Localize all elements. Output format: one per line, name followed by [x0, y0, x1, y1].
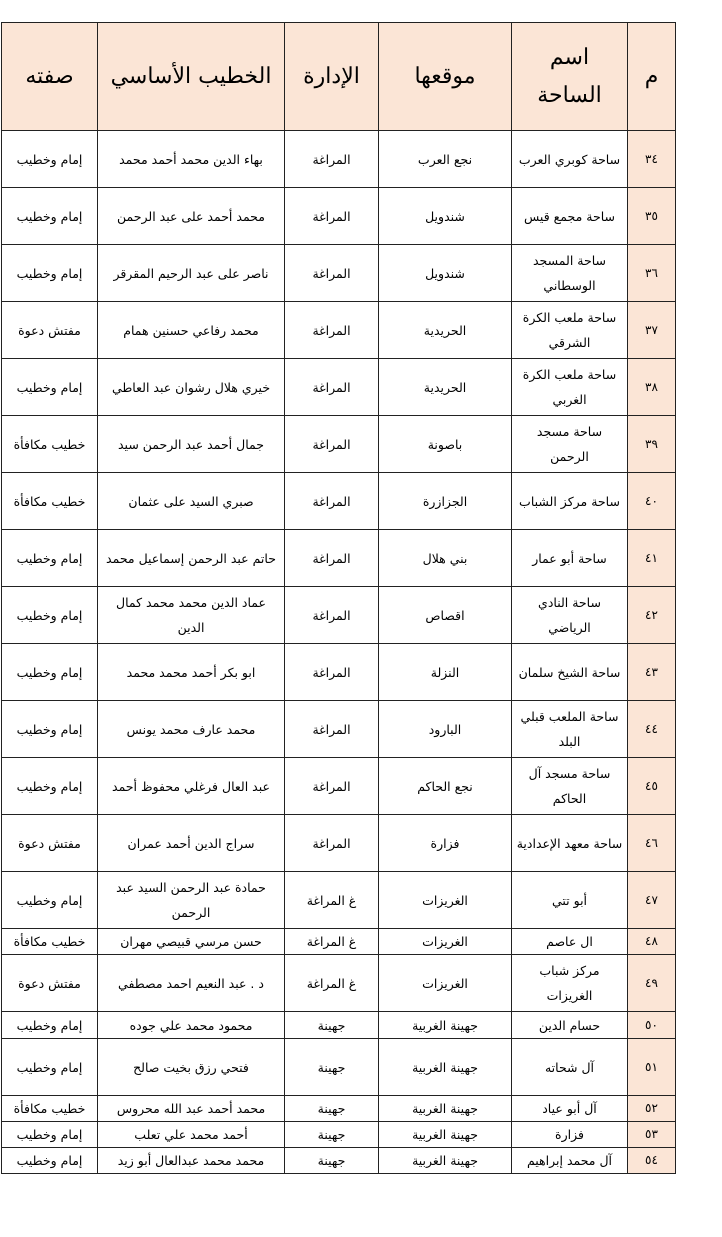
cell-location: جهينة الغربية: [379, 1012, 512, 1039]
table-row: [2, 587, 676, 644]
table-row: [2, 815, 676, 872]
cell-location: الغريزات: [379, 872, 512, 929]
cell-preacher: حاتم عبد الرحمن إسماعيل محمد: [98, 530, 285, 587]
cell-admin: المراغة: [285, 188, 379, 245]
cell-num: ٣٨: [628, 359, 676, 416]
cell-num: ٣٤: [628, 131, 676, 188]
cell-role: إمام وخطيب: [2, 1039, 98, 1096]
cell-square: ساحة الملعب قبلي البلد: [512, 701, 628, 758]
table-row: [2, 1012, 676, 1039]
header-square: اسم الساحة: [512, 23, 628, 131]
cell-location: فزارة: [379, 815, 512, 872]
header-location: موقعها: [379, 23, 512, 131]
cell-num: ٥٢: [628, 1096, 676, 1122]
cell-preacher: حمادة عبد الرحمن السيد عبد الرحمن: [98, 872, 285, 929]
cell-admin: جهينة: [285, 1148, 379, 1174]
header-preacher: الخطيب الأساسي: [98, 23, 285, 131]
cell-preacher: حسن مرسي قبيصي مهران: [98, 929, 285, 955]
cell-location: الحريدية: [379, 359, 512, 416]
cell-role: إمام وخطيب: [2, 587, 98, 644]
cell-admin: غ المراغة: [285, 929, 379, 955]
cell-admin: المراغة: [285, 758, 379, 815]
cell-square: آل أبو عياد: [512, 1096, 628, 1122]
cell-preacher: جمال أحمد عبد الرحمن سيد: [98, 416, 285, 473]
table-row: [2, 758, 676, 815]
cell-square: ساحة المسجد الوسطاني: [512, 245, 628, 302]
cell-admin: المراغة: [285, 530, 379, 587]
table-row: [2, 955, 676, 1012]
cell-square: ساحة مسجد الرحمن: [512, 416, 628, 473]
cell-preacher: سراج الدين أحمد عمران: [98, 815, 285, 872]
cell-preacher: عبد العال فرغلي محفوظ أحمد: [98, 758, 285, 815]
cell-square: ساحة الشيخ سلمان: [512, 644, 628, 701]
cell-preacher: بهاء الدين محمد أحمد محمد: [98, 131, 285, 188]
cell-location: جهينة الغربية: [379, 1122, 512, 1148]
cell-role: إمام وخطيب: [2, 359, 98, 416]
cell-admin: المراغة: [285, 359, 379, 416]
cell-num: ٤٨: [628, 929, 676, 955]
cell-location: النزلة: [379, 644, 512, 701]
header-admin: الإدارة: [285, 23, 379, 131]
cell-location: البارود: [379, 701, 512, 758]
cell-square: ساحة مجمع قيس: [512, 188, 628, 245]
cell-num: ٤٠: [628, 473, 676, 530]
cell-admin: جهينة: [285, 1096, 379, 1122]
cell-square: ساحة النادي الرياضي: [512, 587, 628, 644]
cell-role: خطيب مكافأة: [2, 416, 98, 473]
cell-location: الغريزات: [379, 955, 512, 1012]
cell-location: نجع الحاكم: [379, 758, 512, 815]
cell-preacher: صبري السيد على عثمان: [98, 473, 285, 530]
cell-role: إمام وخطيب: [2, 1012, 98, 1039]
cell-preacher: ناصر على عبد الرحيم المقرقر: [98, 245, 285, 302]
cell-square: فزارة: [512, 1122, 628, 1148]
cell-location: باصونة: [379, 416, 512, 473]
cell-preacher: محمد محمد عبدالعال أبو زيد: [98, 1148, 285, 1174]
cell-preacher: محمد أحمد على عبد الرحمن: [98, 188, 285, 245]
cell-num: ٥٠: [628, 1012, 676, 1039]
cell-admin: غ المراغة: [285, 955, 379, 1012]
table-row: [2, 359, 676, 416]
table-row: [2, 872, 676, 929]
cell-role: إمام وخطيب: [2, 245, 98, 302]
cell-preacher: محمد عارف محمد يونس: [98, 701, 285, 758]
cell-square: ساحة ملعب الكرة الشرقي: [512, 302, 628, 359]
cell-admin: جهينة: [285, 1122, 379, 1148]
cell-role: مفتش دعوة: [2, 955, 98, 1012]
cell-admin: المراغة: [285, 701, 379, 758]
cell-role: إمام وخطيب: [2, 530, 98, 587]
cell-role: إمام وخطيب: [2, 188, 98, 245]
cell-admin: المراغة: [285, 815, 379, 872]
cell-square: مركز شباب الغريزات: [512, 955, 628, 1012]
cell-admin: المراغة: [285, 644, 379, 701]
cell-square: آل محمد إبراهيم: [512, 1148, 628, 1174]
preachers-table: [1, 22, 676, 1174]
cell-role: إمام وخطيب: [2, 131, 98, 188]
cell-preacher: خيري هلال رشوان عبد العاطي: [98, 359, 285, 416]
table-row: [2, 530, 676, 587]
cell-square: ساحة أبو عمار: [512, 530, 628, 587]
cell-num: ٣٦: [628, 245, 676, 302]
cell-admin: جهينة: [285, 1039, 379, 1096]
cell-square: آل شحاته: [512, 1039, 628, 1096]
cell-num: ٤٣: [628, 644, 676, 701]
cell-square: ساحة كوبري العرب: [512, 131, 628, 188]
cell-num: ٥١: [628, 1039, 676, 1096]
cell-location: جهينة الغربية: [379, 1096, 512, 1122]
cell-preacher: فتحي رزق بخيت صالح: [98, 1039, 285, 1096]
header-row: [2, 23, 676, 131]
cell-num: ٤٥: [628, 758, 676, 815]
cell-num: ٣٩: [628, 416, 676, 473]
cell-role: إمام وخطيب: [2, 758, 98, 815]
table-row: [2, 416, 676, 473]
table-row: [2, 1122, 676, 1148]
cell-square: أبو تتي: [512, 872, 628, 929]
table-row: [2, 473, 676, 530]
cell-num: ٥٣: [628, 1122, 676, 1148]
cell-preacher: محمود محمد علي جوده: [98, 1012, 285, 1039]
cell-role: خطيب مكافأة: [2, 473, 98, 530]
cell-role: مفتش دعوة: [2, 302, 98, 359]
cell-admin: المراغة: [285, 416, 379, 473]
header-role: صفته: [2, 23, 98, 131]
table-row: [2, 644, 676, 701]
table-row: [2, 701, 676, 758]
cell-location: الحريدية: [379, 302, 512, 359]
cell-admin: المراغة: [285, 473, 379, 530]
cell-role: إمام وخطيب: [2, 872, 98, 929]
cell-num: ٤٤: [628, 701, 676, 758]
table-row: [2, 1039, 676, 1096]
table-row: [2, 929, 676, 955]
cell-admin: المراغة: [285, 587, 379, 644]
cell-role: إمام وخطيب: [2, 1148, 98, 1174]
cell-location: اقصاص: [379, 587, 512, 644]
cell-role: إمام وخطيب: [2, 644, 98, 701]
cell-location: نجع العرب: [379, 131, 512, 188]
cell-location: جهينة الغربية: [379, 1039, 512, 1096]
cell-role: مفتش دعوة: [2, 815, 98, 872]
table-row: [2, 131, 676, 188]
cell-preacher: محمد أحمد عبد الله محروس: [98, 1096, 285, 1122]
cell-square: ساحة ملعب الكرة الغربي: [512, 359, 628, 416]
header-num: م: [628, 23, 676, 131]
cell-preacher: أحمد محمد علي تعلب: [98, 1122, 285, 1148]
cell-role: خطيب مكافأة: [2, 929, 98, 955]
cell-admin: المراغة: [285, 131, 379, 188]
cell-num: ٤٦: [628, 815, 676, 872]
cell-num: ٣٧: [628, 302, 676, 359]
cell-square: ساحة مركز الشباب: [512, 473, 628, 530]
cell-role: إمام وخطيب: [2, 1122, 98, 1148]
table-row: [2, 1148, 676, 1174]
cell-location: بني هلال: [379, 530, 512, 587]
cell-preacher: د . عبد النعيم احمد مصطفي: [98, 955, 285, 1012]
cell-location: جهينة الغربية: [379, 1148, 512, 1174]
cell-num: ٣٥: [628, 188, 676, 245]
cell-square: ساحة معهد الإعدادية: [512, 815, 628, 872]
cell-admin: المراغة: [285, 302, 379, 359]
cell-role: خطيب مكافأة: [2, 1096, 98, 1122]
cell-num: ٥٤: [628, 1148, 676, 1174]
cell-role: إمام وخطيب: [2, 701, 98, 758]
cell-admin: المراغة: [285, 245, 379, 302]
cell-num: ٤٩: [628, 955, 676, 1012]
cell-num: ٤٢: [628, 587, 676, 644]
cell-location: الجزازرة: [379, 473, 512, 530]
cell-admin: جهينة: [285, 1012, 379, 1039]
cell-num: ٤١: [628, 530, 676, 587]
table-row: [2, 245, 676, 302]
table-row: [2, 188, 676, 245]
cell-location: الغريزات: [379, 929, 512, 955]
cell-location: شندويل: [379, 188, 512, 245]
cell-location: شندويل: [379, 245, 512, 302]
cell-preacher: عماد الدين محمد محمد كمال الدين: [98, 587, 285, 644]
cell-square: ال عاصم: [512, 929, 628, 955]
table-row: [2, 1096, 676, 1122]
cell-preacher: محمد رفاعي حسنين همام: [98, 302, 285, 359]
cell-square: حسام الدين: [512, 1012, 628, 1039]
cell-num: ٤٧: [628, 872, 676, 929]
table-row: [2, 302, 676, 359]
cell-preacher: ابو بكر أحمد محمد محمد: [98, 644, 285, 701]
cell-square: ساحة مسجد آل الحاكم: [512, 758, 628, 815]
cell-admin: غ المراغة: [285, 872, 379, 929]
